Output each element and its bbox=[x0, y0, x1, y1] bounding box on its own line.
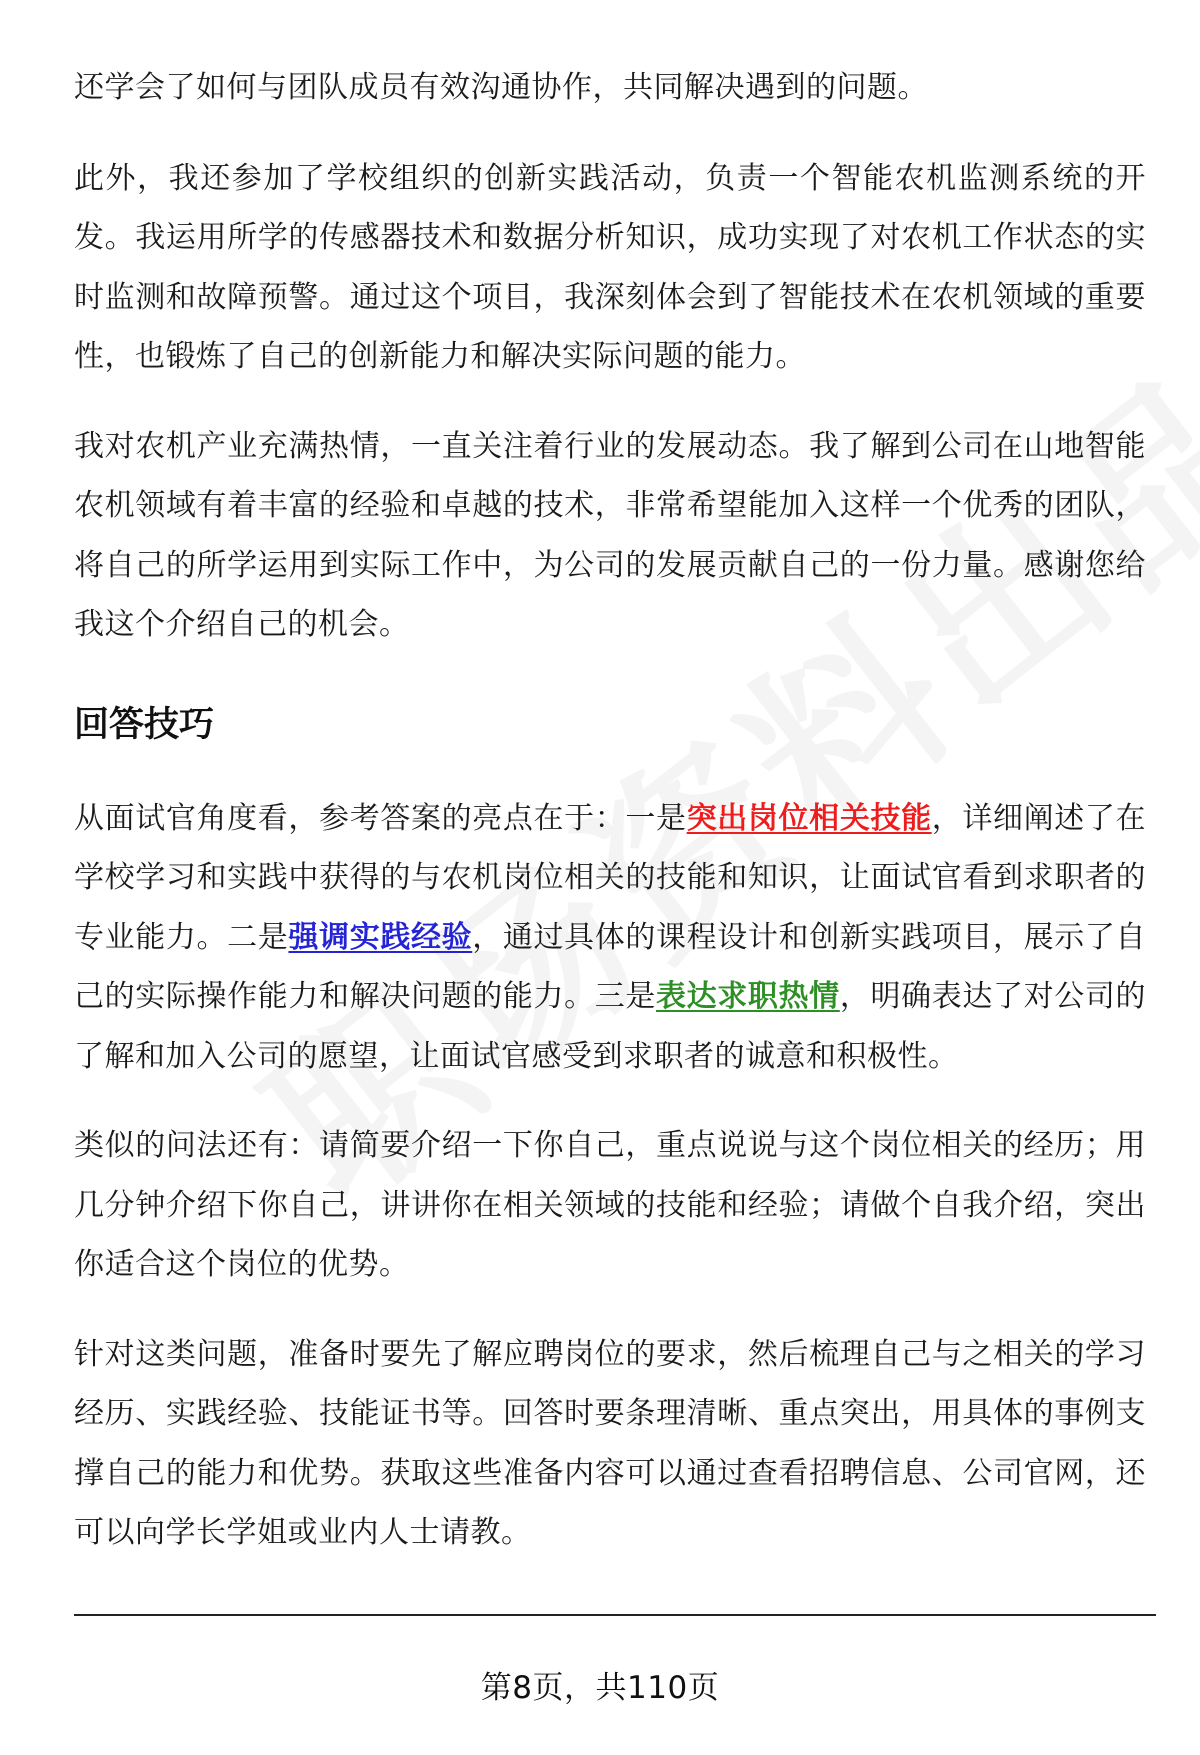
highlight-practical-experience: 强调实践经验 bbox=[288, 919, 473, 955]
highlight-job-enthusiasm: 表达求职热情 bbox=[656, 979, 840, 1014]
document-body bbox=[74, 58, 1146, 1593]
highlight-job-skills: 突出岗位相关技能 bbox=[686, 800, 932, 836]
footer-divider bbox=[74, 1614, 1156, 1616]
paragraph-passion-for-industry: 我对农机产业充满热情，一直关注着行业的发展动态。我了解到公司在山地智能农机领域有着丰富的经验和卓越的技术，非常希望能加入这样一个优秀的团队，将自己的所学运用到实际工作中，为公司的发展贡献自己的一份力量。感谢您给我这个介绍自己的机会。 bbox=[74, 428, 1146, 642]
paragraph-intro-continuation: 还学会了如何与团队成员有效沟通协作，共同解决遇到的问题。 bbox=[74, 70, 928, 105]
paragraph-innovation-project: 此外，我还参加了学校组织的创新实践活动，负责一个智能农机监测系统的开发。我运用所学的传感器技术和数据分析知识，成功实现了对农机工作状态的实时监测和故障预警。通过这个项目，我深刻体会到了智能技术在农机领域的重要性，也锻炼了自己的创新能力和解决实际问题的能力。 bbox=[74, 160, 1146, 374]
section-heading-answer-tips: 回答技巧 bbox=[74, 704, 215, 745]
paragraph-similar-questions: 类似的问法还有：请简要介绍一下你自己，重点说说与这个岗位相关的经历；用几分钟介绍下你自己，讲讲你在相关领域的技能和经验；请做个自我介绍，突出你适合这个岗位的优势。 bbox=[74, 1128, 1146, 1282]
paragraph-preparation-advice: 针对这类问题，准备时要先了解应聘岗位的要求，然后梳理自己与之相关的学习经历、实践经验、技能证书等。回答时要条理清晰、重点突出，用具体的事例支撑自己的能力和优势。获取这些准备内容可以通过查看招聘信息、公司官网，还可以向学长学姐或业内人士请教。 bbox=[74, 1336, 1146, 1550]
tips-text-part1: 从面试官角度看，参考答案的亮点在于：一是 bbox=[74, 800, 687, 836]
page-number: 第8页，共110页 bbox=[480, 1670, 720, 1706]
paragraph-answer-highlights bbox=[74, 789, 1146, 1087]
tips-text-part4: ，明确表达了对公司的了解和加入公司的愿望，让面试官感受到求职者的诚意和积极性。 bbox=[74, 979, 1147, 1074]
tips-text-part3: ，通过具体的课程设计和创新实践项目，展示了自己的实际操作能力和解决问题的能力。三是 bbox=[74, 919, 1147, 1014]
tips-text-part2: ，详细阐述了在学校学习和实践中获得的与农机岗位相关的技能和知识，让面试官看到求职者的专业能力。二是 bbox=[74, 800, 1147, 955]
